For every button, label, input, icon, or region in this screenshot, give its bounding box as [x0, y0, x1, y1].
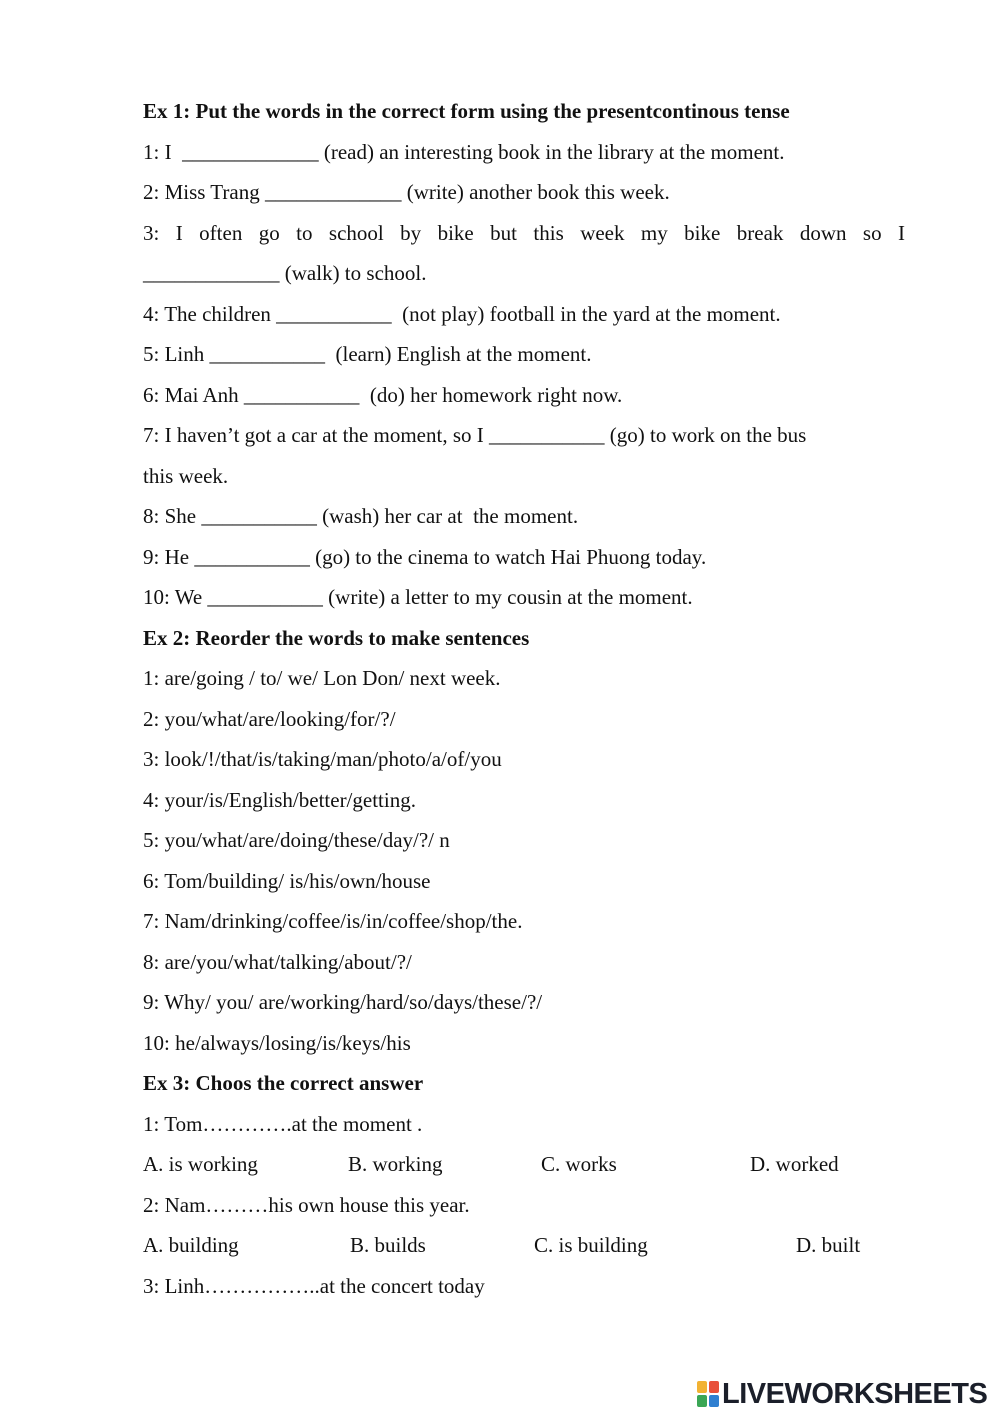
ex1-item-2: 2: Miss Trang _____________ (write) another book this week. — [143, 180, 670, 204]
logo-text: LIVEWORKSHEETS — [722, 1377, 988, 1410]
ex3-q1-option-a[interactable]: A. is working — [143, 1152, 258, 1176]
ex3-heading: Ex 3: Choos the correct answer — [143, 1071, 424, 1095]
ex2-item-3: 3: look/!/that/is/taking/man/photo/a/of/you — [143, 747, 502, 771]
logo-mark-icon — [697, 1381, 719, 1407]
ex1-item-3: 3: I often go to school by bike but this week my bike break down so I — [143, 220, 905, 245]
ex3-q3-question: 3: Linh……………..at the concert today — [143, 1273, 485, 1298]
ex2-item-6: 6: Tom/building/ is/his/own/house — [143, 868, 431, 893]
ex1-item-1: 1: I _____________ (read) an interesting book in the library at the moment. — [143, 139, 785, 164]
liveworksheets-logo — [697, 1377, 987, 1411]
ex1-heading: Ex 1: Put the words in the correct form using the presentcontinous tense — [143, 99, 790, 123]
ex3-q2-options — [143, 1225, 905, 1266]
logo-mark-square — [697, 1395, 707, 1407]
ex3-q1-question: 1: Tom………….at the moment . — [143, 1111, 423, 1136]
ex2-item-10: 10: he/always/losing/is/keys/his — [143, 1030, 411, 1055]
ex3-q2-question: 2: Nam………his own house this year. — [143, 1192, 470, 1217]
ex3-q2-option-c[interactable]: C. is building — [534, 1233, 648, 1257]
logo-mark-square — [709, 1381, 719, 1393]
ex2-item-8: 8: are/you/what/talking/about/?/ — [143, 949, 412, 974]
ex3-q1-option-c[interactable]: C. works — [541, 1152, 617, 1176]
logo-mark-square — [697, 1381, 707, 1393]
ex1-item-3-continued: _____________ (walk) to school. — [143, 261, 427, 285]
ex3-q2-option-a[interactable]: A. building — [143, 1233, 239, 1257]
ex3-q1-option-d[interactable]: D. worked — [750, 1152, 839, 1176]
ex2-item-7: 7: Nam/drinking/coffee/is/in/coffee/shop/the. — [143, 909, 523, 933]
ex3-q2-option-b[interactable]: B. builds — [350, 1233, 426, 1257]
ex1-item-4: 4: The children ___________ (not play) football in the yard at the moment. — [143, 301, 781, 326]
ex1-item-7-continued: this week. — [143, 463, 229, 488]
ex2-item-1: 1: are/going / to/ we/ Lon Don/ next week. — [143, 666, 501, 690]
ex3-q1-options — [143, 1144, 905, 1185]
ex1-item-5: 5: Linh ___________ (learn) English at the moment. — [143, 342, 592, 366]
ex1-item-8: 8: She ___________ (wash) her car at the moment. — [143, 504, 579, 528]
ex1-item-9: 9: He ___________ (go) to the cinema to watch Hai Phuong today. — [143, 544, 707, 569]
logo-mark-square — [709, 1395, 719, 1407]
worksheet — [143, 91, 905, 1306]
ex2-item-4: 4: your/is/English/better/getting. — [143, 787, 416, 812]
ex1-item-10: 10: We ___________ (write) a letter to my cousin at the moment. — [143, 585, 693, 609]
ex3-q2-option-d[interactable]: D. built — [796, 1233, 861, 1257]
ex1-item-6: 6: Mai Anh ___________ (do) her homework right now. — [143, 382, 623, 407]
ex2-item-9: 9: Why/ you/ are/working/hard/so/days/these/?/ — [143, 990, 543, 1014]
ex3-q1-option-b[interactable]: B. working — [348, 1152, 443, 1176]
ex2-heading: Ex 2: Reorder the words to make sentences — [143, 625, 530, 650]
ex2-item-5: 5: you/what/are/doing/these/day/?/ n — [143, 828, 450, 852]
ex1-item-7: 7: I haven’t got a car at the moment, so I ___________ (go) to work on the bus — [143, 423, 807, 447]
ex2-item-2: 2: you/what/are/looking/for/?/ — [143, 706, 396, 731]
